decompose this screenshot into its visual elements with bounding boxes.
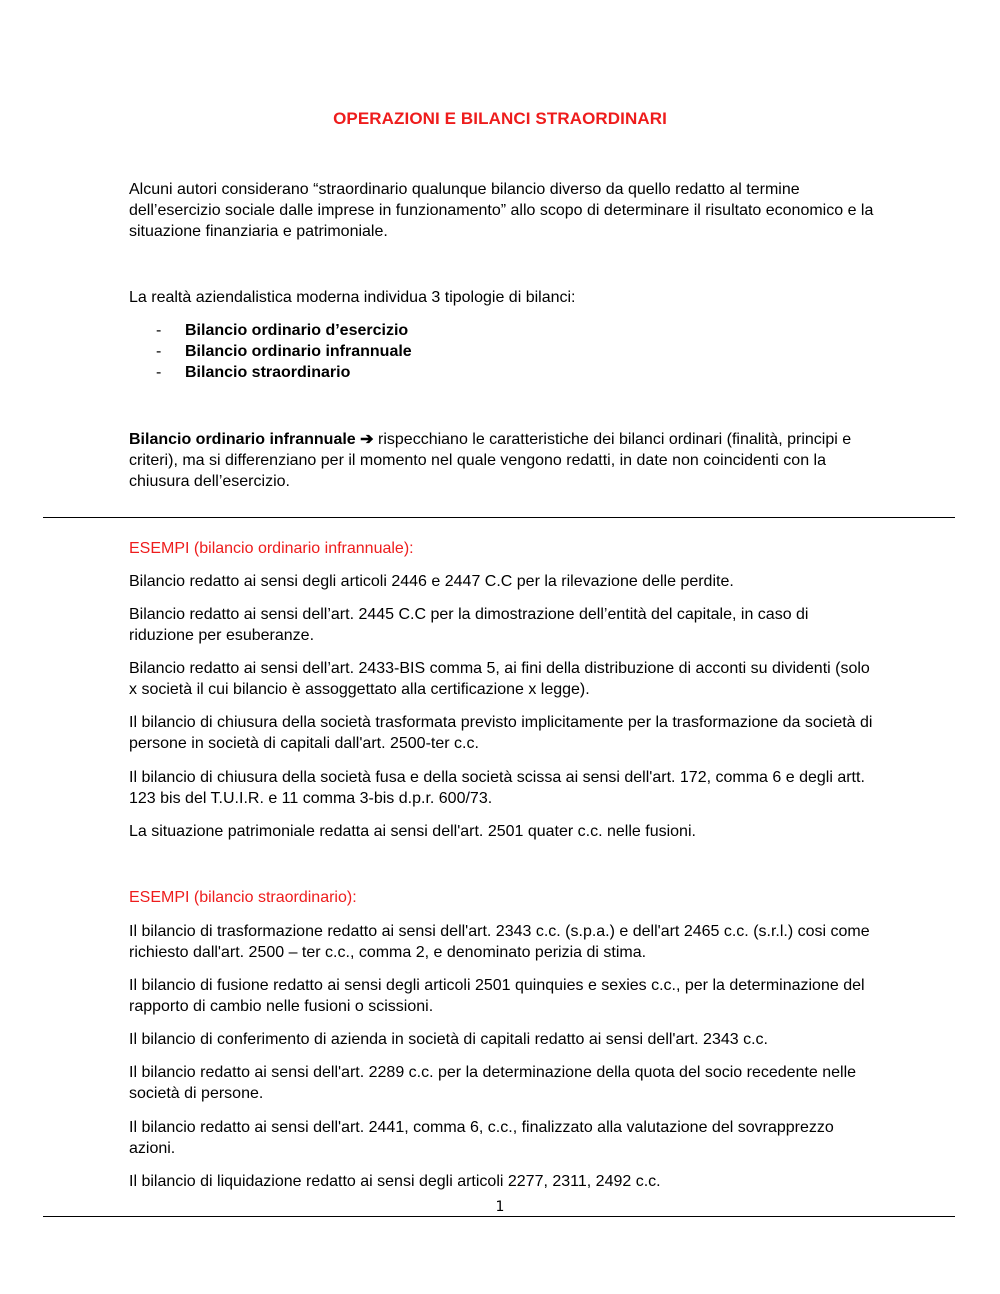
example-infrannuale-item: Bilancio redatto ai sensi dell’art. 2445 C.C per la dimostrazione dell’entità del capitale, in caso di riduzione per esuberanze. — [129, 606, 809, 644]
example-infrannuale-item: Il bilancio di chiusura della società trasformata previsto implicitamente per la trasformazione da società di persone in società di capitali dall'art. 2500-ter c.c. — [129, 714, 873, 752]
examples-infrannuale-heading: ESEMPI (bilancio ordinario infrannuale): — [129, 540, 414, 557]
example-infrannuale-item: Bilancio redatto ai sensi degli articoli 2446 e 2447 C.C per la rilevazione delle perdite. — [129, 573, 734, 590]
infrannuale-definition: rispecchiano le caratteristiche dei bilanci ordinari (finalità, principi e criteri), ma si differenziano per il momento nel quale vengono redatti, in date non coincidenti con la chiusura dell’esercizio. — [129, 431, 852, 490]
example-straordinario-item: Il bilancio redatto ai sensi dell'art. 2441, comma 6, c.c., finalizzato alla valutazione del sovrapprezzo azioni. — [129, 1119, 834, 1157]
list-dash: - — [156, 343, 162, 360]
list-dash: - — [156, 322, 162, 339]
page-number: 1 — [495, 1199, 505, 1215]
example-straordinario-item: Il bilancio di fusione redatto ai sensi degli articoli 2501 quinquies e sexies c.c., per la determinazione del rapporto di cambio nelle fusioni o scissioni. — [129, 977, 865, 1015]
example-straordinario-item: Il bilancio di liquidazione redatto ai sensi degli articoli 2277, 2311, 2492 c.c. — [129, 1173, 661, 1190]
example-infrannuale-item: La situazione patrimoniale redatta ai sensi dell'art. 2501 quater c.c. nelle fusioni. — [129, 823, 696, 840]
list-item-text: Bilancio ordinario infrannuale — [185, 343, 412, 360]
list-dash: - — [156, 364, 162, 381]
intro-paragraph: Alcuni autori considerano “straordinario qualunque bilancio diverso da quello redatto al termine dell’esercizio sociale dalle imprese in funzionamento” allo scopo di determinare il risultato economico e la situazione finanziaria e patrimoniale. — [129, 181, 874, 240]
example-straordinario-item: Il bilancio di conferimento di azienda in società di capitali redatto ai sensi dell'art. 2343 c.c. — [129, 1031, 768, 1048]
infrannuale-definition-paragraph — [129, 429, 874, 492]
example-infrannuale-item: Bilancio redatto ai sensi dell’art. 2433-BIS comma 5, ai fini della distribuzione di acconti su dividenti (solo x società il cui bilancio è assoggettato alla certificazione x legge). — [129, 660, 870, 698]
typologies-lead: La realtà aziendalistica moderna individua 3 tipologie di bilanci: — [129, 289, 576, 306]
infrannuale-term: Bilancio ordinario infrannuale — [129, 431, 356, 448]
examples-straordinario-heading: ESEMPI (bilancio straordinario): — [129, 889, 357, 906]
example-straordinario-item: Il bilancio di trasformazione redatto ai sensi dell'art. 2343 c.c. (s.p.a.) e dell'art 2465 c.c. (s.r.l.) cosi come richiesto dall'art. 2500 – ter c.c., comma 2, e denominato perizia di stima. — [129, 923, 870, 961]
footer-divider — [43, 1216, 955, 1217]
arrow-right-icon: ➔ — [360, 431, 374, 448]
example-infrannuale-item: Il bilancio di chiusura della società fusa e della società scissa ai sensi dell'art. 172, comma 6 e degli artt. 123 bis del T.U.I.R. e 11 comma 3-bis d.p.r. 600/73. — [129, 769, 865, 807]
divider — [43, 517, 955, 518]
page-title: OPERAZIONI E BILANCI STRAORDINARI — [333, 109, 667, 128]
list-item-text: Bilancio ordinario d’esercizio — [185, 322, 409, 339]
example-straordinario-item: Il bilancio redatto ai sensi dell'art. 2289 c.c. per la determinazione della quota del socio recedente nelle società di persone. — [129, 1064, 857, 1102]
list-item-text: Bilancio straordinario — [185, 364, 351, 381]
